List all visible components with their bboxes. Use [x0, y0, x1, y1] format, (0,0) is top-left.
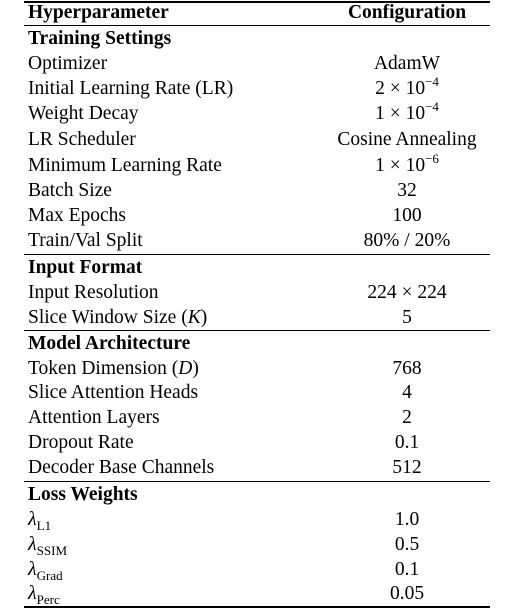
- table-row: [24, 203, 490, 228]
- table-row: [24, 581, 490, 606]
- value-exponent: −4: [425, 74, 439, 89]
- lambda-symbol: λ: [28, 558, 37, 580]
- row-value: 80% / 20%: [363, 230, 451, 251]
- value-exponent: −6: [425, 151, 439, 166]
- table-row: [24, 532, 490, 557]
- table-row: [24, 101, 490, 126]
- section-title-training-settings: Training Settings: [28, 28, 172, 49]
- row-label: [28, 532, 67, 557]
- lambda-subscript: L1: [36, 518, 52, 533]
- row-value: 0.5: [394, 534, 420, 555]
- row-label: Minimum Learning Rate: [28, 155, 222, 176]
- table-row: [24, 280, 490, 305]
- row-label: [28, 356, 199, 381]
- table-row: [24, 380, 490, 405]
- value-base: 1 × 10: [375, 155, 426, 176]
- row-label: Dropout Rate: [28, 432, 134, 453]
- section-title-input-format: Input Format: [28, 257, 143, 278]
- row-label: Decoder Base Channels: [28, 457, 215, 478]
- label-text: ): [192, 358, 199, 379]
- row-label: Input Resolution: [28, 282, 159, 303]
- row-value: Cosine Annealing: [337, 129, 477, 150]
- row-label: Train/Val Split: [28, 230, 143, 251]
- lambda-symbol: λ: [28, 533, 37, 555]
- row-value: 1.0: [394, 509, 420, 530]
- row-value: 768: [392, 358, 422, 379]
- row-label: Slice Attention Heads: [28, 382, 199, 403]
- row-label: [28, 557, 63, 582]
- row-label: [28, 507, 51, 532]
- lambda-symbol: λ: [28, 582, 37, 604]
- label-variable: K: [187, 307, 201, 328]
- row-value: 0.1: [394, 432, 420, 453]
- row-label: Max Epochs: [28, 205, 127, 226]
- row-value: [316, 101, 498, 126]
- table-row: [24, 430, 490, 455]
- table-row: [24, 405, 490, 430]
- label-text: ): [200, 307, 208, 328]
- row-label: Optimizer: [28, 53, 108, 74]
- section-title-row: [24, 331, 490, 356]
- table-row: [24, 507, 490, 532]
- lambda-subscript: Perc: [36, 592, 60, 607]
- row-label: [28, 305, 207, 330]
- table-row: [24, 356, 490, 381]
- row-value: 512: [392, 457, 422, 478]
- section-title-row: [24, 26, 490, 51]
- value-base: 2 × 10: [375, 78, 426, 99]
- row-value: [316, 76, 498, 101]
- header-hyperparameter: Hyperparameter: [28, 2, 169, 23]
- row-value: 4: [402, 382, 412, 403]
- section-title-row: [24, 255, 490, 280]
- header-configuration: Configuration: [347, 2, 467, 23]
- bottom-rule: [24, 606, 490, 608]
- section-title-model-architecture: Model Architecture: [28, 333, 191, 354]
- row-label: [28, 581, 60, 606]
- row-label: Weight Decay: [28, 103, 139, 124]
- label-text: Token Dimension (: [28, 358, 179, 379]
- table-row: [24, 455, 490, 480]
- table-header-row: [24, 0, 490, 25]
- row-value: 32: [397, 180, 417, 201]
- label-text: Slice Window Size (: [28, 307, 188, 328]
- section-title-row: [24, 482, 490, 507]
- table-row: [24, 153, 490, 178]
- row-value: AdamW: [373, 53, 441, 74]
- row-label: Batch Size: [28, 180, 112, 201]
- lambda-subscript: Grad: [36, 568, 63, 583]
- value-exponent: −4: [425, 99, 439, 114]
- lambda-subscript: SSIM: [36, 543, 68, 558]
- row-value: 224 × 224: [367, 282, 447, 303]
- label-variable: D: [178, 358, 193, 379]
- row-label: Attention Layers: [28, 407, 160, 428]
- row-value: [316, 153, 498, 178]
- row-value: 0.1: [394, 559, 420, 580]
- row-value: 2: [402, 407, 412, 428]
- row-label: LR Scheduler: [28, 129, 136, 150]
- value-base: 1 × 10: [375, 103, 426, 124]
- table-row: [24, 76, 490, 101]
- table-row: [24, 305, 490, 330]
- row-value: 100: [392, 205, 422, 226]
- lambda-symbol: λ: [28, 508, 37, 530]
- table-row: [24, 127, 490, 152]
- row-value: 0.05: [389, 583, 425, 604]
- table-row: [24, 228, 490, 253]
- row-value: 5: [402, 307, 412, 328]
- section-title-loss-weights: Loss Weights: [28, 484, 138, 505]
- table-row: [24, 178, 490, 203]
- table-row: [24, 557, 490, 582]
- row-label: Initial Learning Rate (LR): [28, 78, 234, 99]
- table-row: [24, 51, 490, 76]
